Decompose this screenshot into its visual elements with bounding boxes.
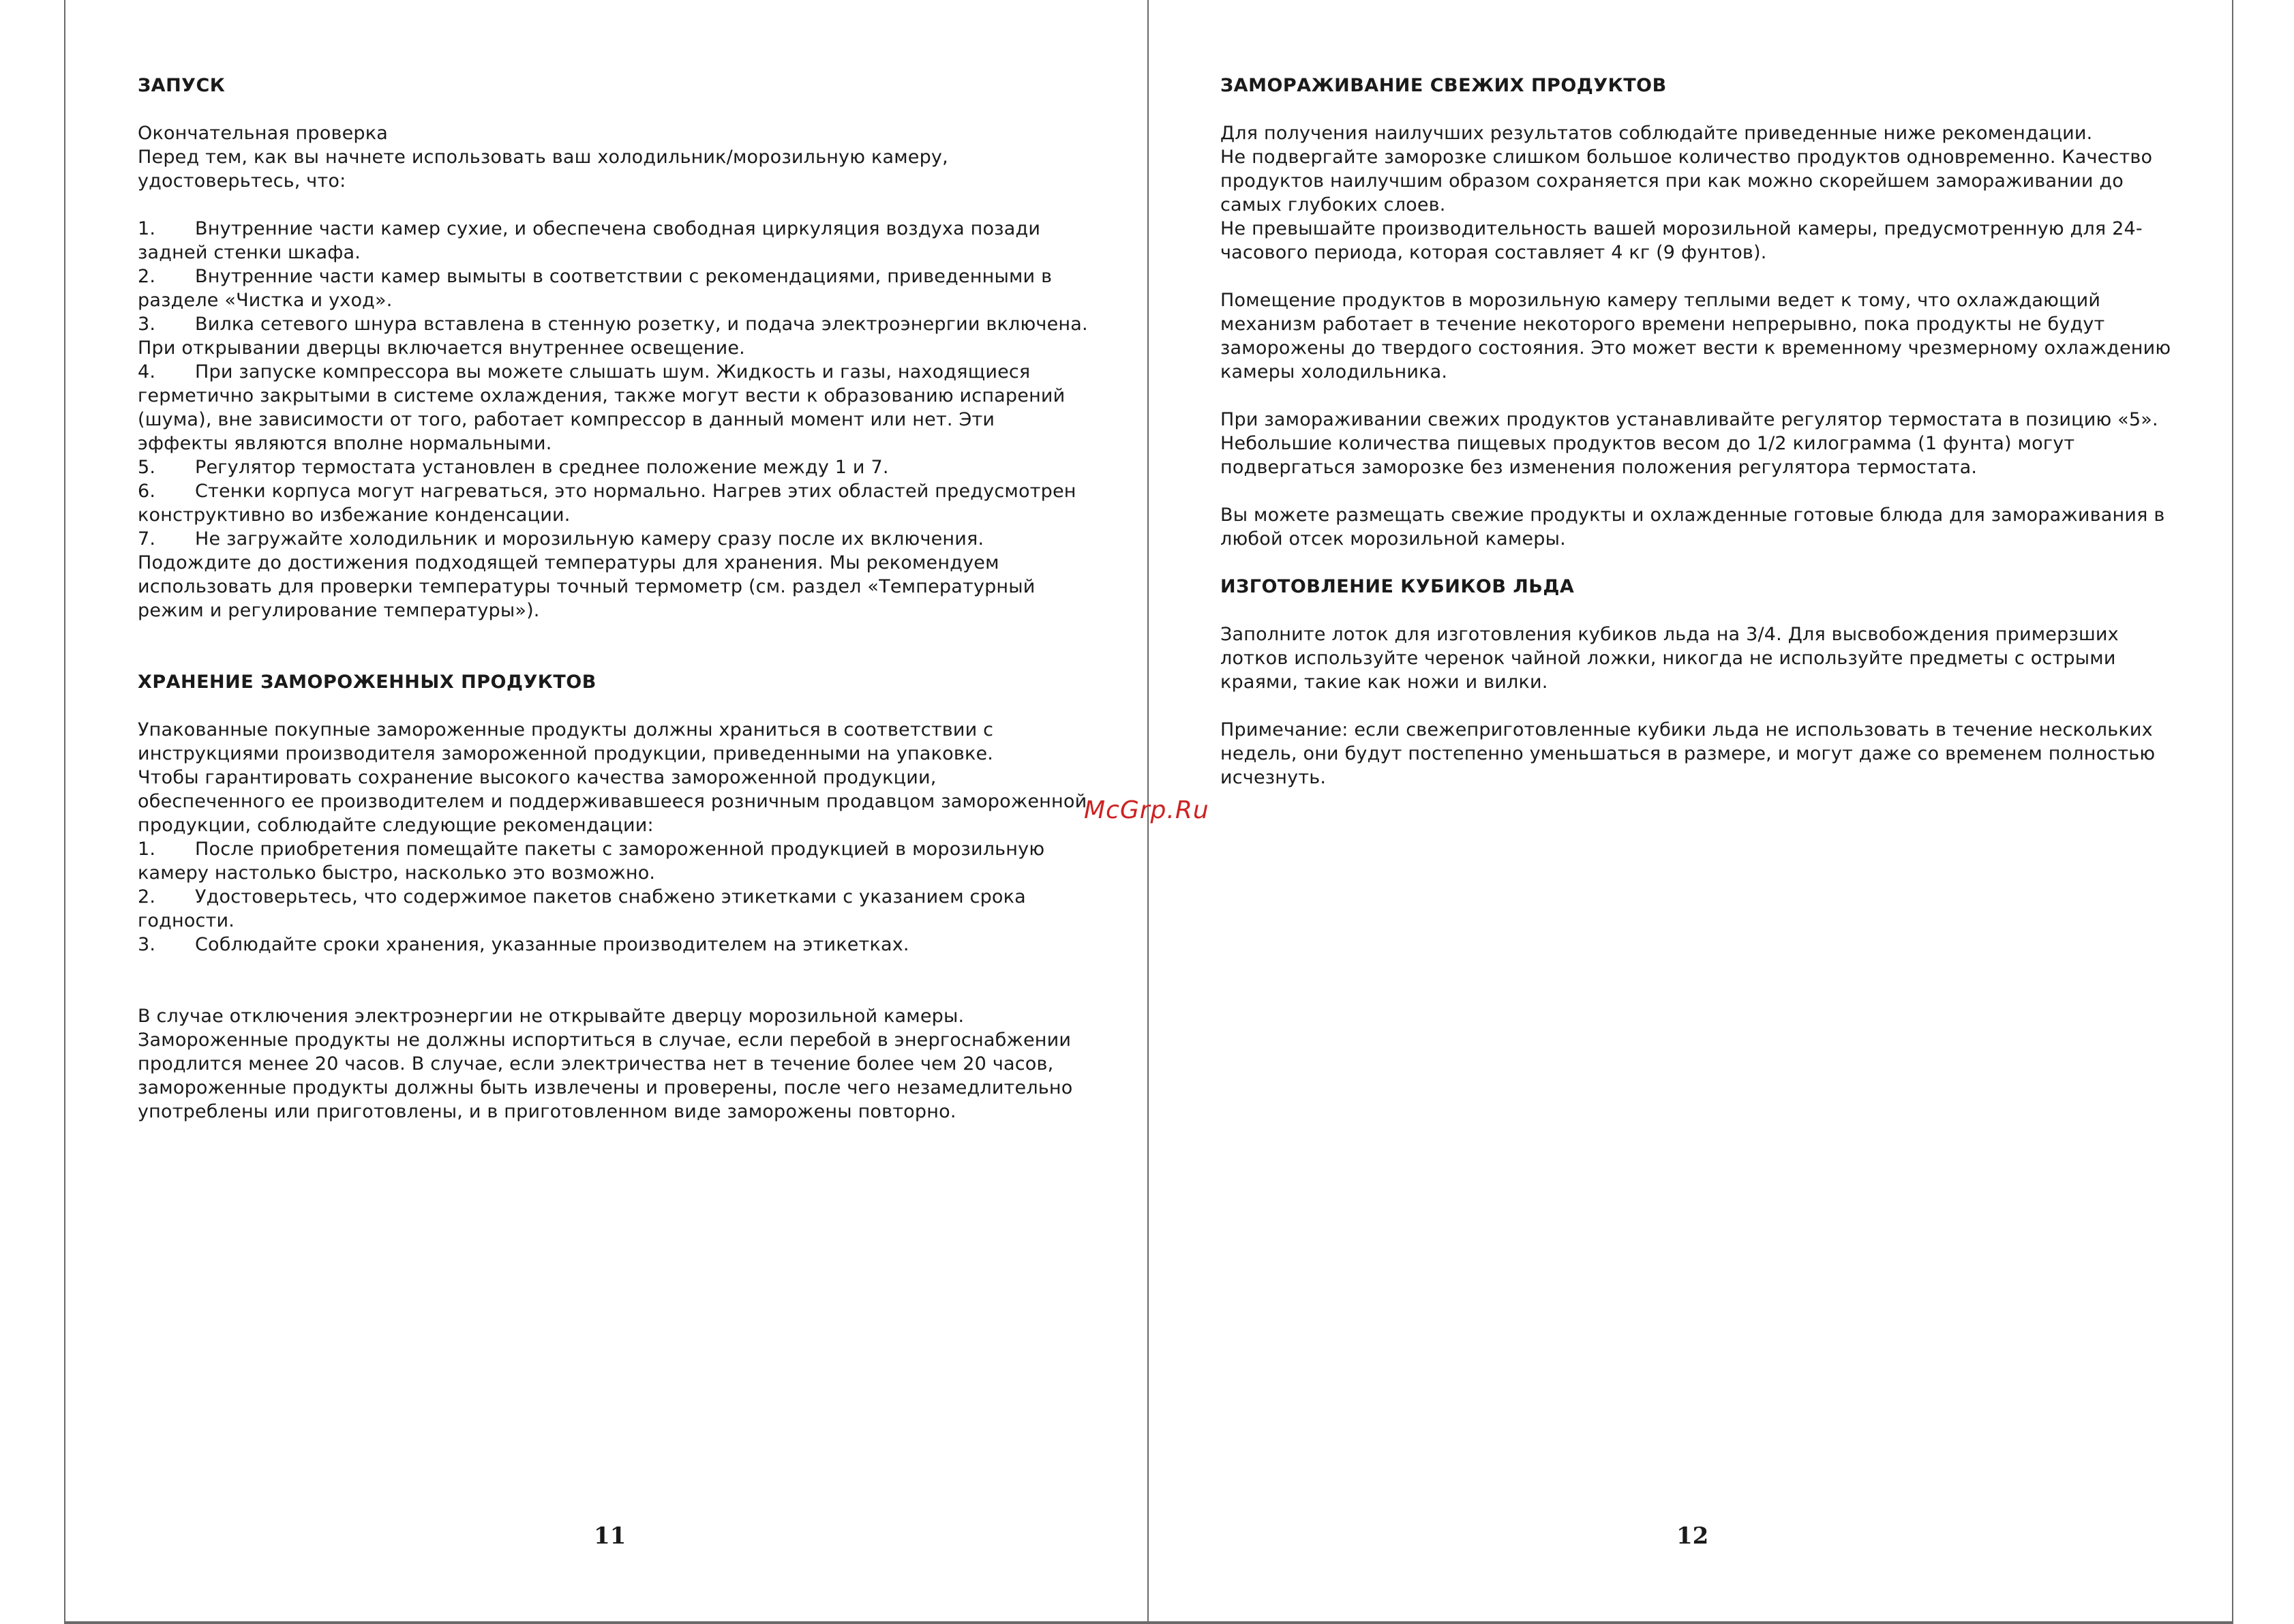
- final-check-title: Окончательная проверка: [138, 123, 388, 144]
- section-heading-startup: ЗАПУСК: [138, 75, 226, 96]
- storage-paragraph: Упакованные покупные замороженные продукты должны храниться в соответствии с инструкциями производителя замороженной продукции, приведенными на упаковке.: [138, 719, 994, 764]
- section-heading-freezing-fresh: ЗАМОРАЖИВАНИЕ СВЕЖИХ ПРОДУКТОВ: [1220, 75, 1667, 96]
- page-edge-right: [2232, 0, 2233, 1624]
- page-number-left: 11: [594, 1522, 627, 1550]
- section-heading-ice-cubes: ИЗГОТОВЛЕНИЕ КУБИКОВ ЛЬДА: [1220, 576, 1575, 597]
- placement-paragraph: Вы можете размещать свежие продукты и охлажденные готовые блюда для замораживания в любой отсек морозильной камеры.: [1220, 505, 2165, 550]
- list-item: 1. Внутренние части камер сухие, и обеспечена свободная циркуляция воздуха позади задней стенки шкафа.: [138, 218, 1041, 263]
- note-paragraph: Примечание: если свежеприготовленные кубики льда не использовать в течение нескольких недель, они будут постепенно уменьшаться в размере, и могут даже со временем полностью исчезнуть.: [1220, 719, 2156, 788]
- power-outage-paragraph: В случае отключения электроэнергии не открывайте дверцу морозильной камеры. Замороженные продукты не должны испортиться в случае, если перебой в энергоснабжении продлится менее 20 часов. В случае, если электричества нет в течение более чем 20 часов, замороженные продукты должны быть извлечены и проверены, после чего незамедлительно употреблены или приготовлены, и в приготовленном виде заморожены повторно.: [138, 1006, 1073, 1122]
- warm-food-paragraph: Помещение продуктов в морозильную камеру теплыми ведет к тому, что охлаждающий механизм работает в течение некоторого времени непрерывно, пока продукты не будут заморожены до твердого состояния. Это может вести к временному чрезмерному охлаждению камеры холодильника.: [1220, 290, 2171, 382]
- fresh-line-2: Не подвергайте заморозке слишком большое количество продуктов одновременно. Качество продуктов наилучшим образом сохраняется при как можно скорейшем замораживании до самых глубоких слоев.: [1220, 147, 2153, 215]
- left-page-column: [138, 74, 1089, 1124]
- page-number-right: 12: [1676, 1522, 1709, 1550]
- fresh-line-1: Для получения наилучших результатов соблюдайте приведенные ниже рекомендации.: [1220, 123, 2093, 144]
- list-item: 6. Стенки корпуса могут нагреваться, это нормально. Нагрев этих областей предусмотрен конструктивно во избежание конденсации.: [138, 481, 1076, 526]
- list-item: 5. Регулятор термостата установлен в среднее положение между 1 и 7.: [138, 457, 889, 478]
- list-item: 3. Соблюдайте сроки хранения, указанные производителем на этикетках.: [138, 934, 909, 955]
- list-item: 2. Внутренние части камер вымыты в соответствии с рекомендациями, приведенными в разделе «Чистка и уход».: [138, 266, 1053, 311]
- list-item: 4. При запуске компрессора вы можете слышать шум. Жидкость и газы, находящиеся герметично закрытыми в системе охлаждения, также могут вести к образованию испарений (шума), вне зависимости от того, работает компрессор в данный момент или нет. Эти эффекты являются вполне нормальными.: [138, 361, 1066, 454]
- section-heading-frozen-storage: ХРАНЕНИЕ ЗАМОРОЖЕННЫХ ПРОДУКТОВ: [138, 672, 597, 693]
- ice-paragraph: Заполните лоток для изготовления кубиков льда на 3/4. Для высвобождения примерзших лотков используйте черенок чайной ложки, никогда не используйте предметы с острыми краями, такие как ножи и вилки.: [1220, 624, 2119, 693]
- fresh-line-3: Не превышайте производительность вашей морозильной камеры, предусмотренную для 24-часового периода, которая составляет 4 кг (9 фунтов).: [1220, 218, 2143, 263]
- watermark-text: McGrp.Ru: [1084, 796, 1209, 824]
- final-check-intro: Перед тем, как вы начнете использовать ваш холодильник/морозильную камеру, удостоверьтесь, что:: [138, 147, 948, 192]
- right-page-column: [1220, 74, 2175, 790]
- list-item: 1. После приобретения помещайте пакеты с замороженной продукцией в морозильную камеру настолько быстро, насколько это возможно.: [138, 839, 1045, 884]
- thermostat-line-2: Небольшие количества пищевых продуктов весом до 1/2 килограмма (1 фунта) могут подвергаться заморозке без изменения положения регулятора термостата.: [1220, 433, 2075, 478]
- page-edge-bottom: [64, 1621, 2233, 1624]
- page-edge-left: [64, 0, 65, 1624]
- storage-paragraph-2: Чтобы гарантировать сохранение высокого качества замороженной продукции, обеспеченного ее производителем и поддерживавшееся розничным продавцом замороженной продукции, соблюдайте следующие рекомендации:: [138, 767, 1087, 836]
- list-item: 2. Удостоверьтесь, что содержимое пакетов снабжено этикетками с указанием срока годности.: [138, 886, 1026, 931]
- list-item: 7. Не загружайте холодильник и морозильную камеру сразу после их включения. Подождите до достижения подходящей температуры для хранения. Мы рекомендуем использовать для проверки температуры точный термометр (см. раздел «Температурный режим и регулирование температуры»).: [138, 528, 1036, 621]
- thermostat-line-1: При замораживании свежих продуктов устанавливайте регулятор термостата в позицию «5».: [1220, 409, 2158, 430]
- list-item: 3. Вилка сетевого шнура вставлена в стенную розетку, и подача электроэнергии включена. При открывании дверцы включается внутреннее освещение.: [138, 314, 1088, 359]
